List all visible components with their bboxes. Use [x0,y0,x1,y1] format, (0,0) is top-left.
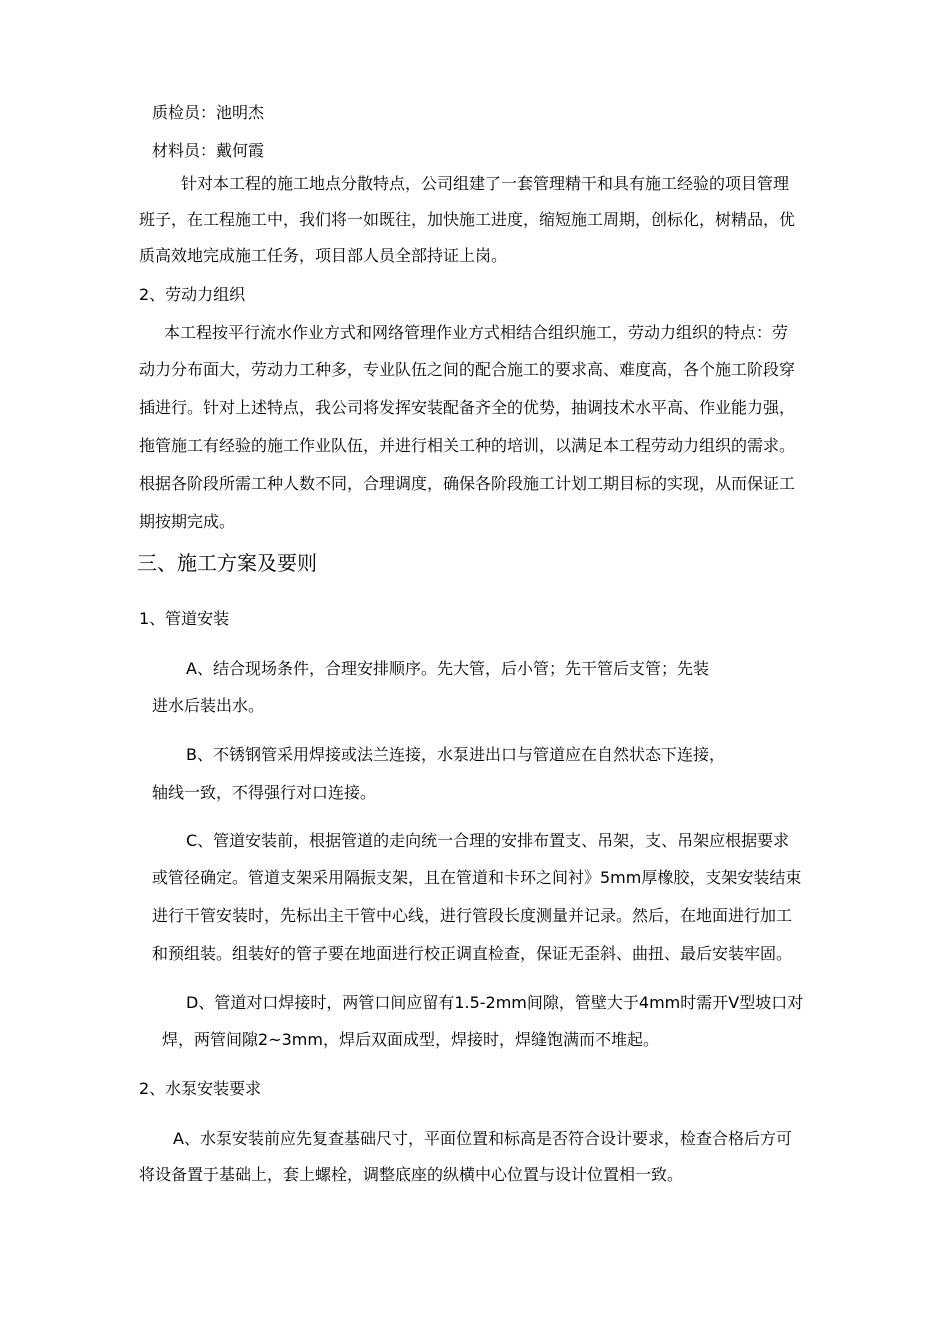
intro-paragraph-line: 质高效地完成施工任务，项目部人员全部持证上岗。 [139,246,508,265]
pump-install-heading: 2、水泵安装要求 [139,1079,262,1098]
quality-inspector-line: 质检员：池明杰 [152,103,265,122]
pipe-item-c-line: 或管径确定。管道支架采用隔振支架，且在管道和卡环之间衬》5mm厚橡胶，支架安装结束 [152,868,802,887]
pump-item-a-line: 将设备置于基础上，套上螺栓，调整底座的纵横中心位置与设计位置相一致。 [139,1165,684,1184]
pump-item-a-line: A、水泵安装前应先复查基础尺寸，平面位置和标高是否符合设计要求，检查合格后方可 [173,1129,792,1148]
labor-paragraph-line: 本工程按平行流水作业方式和网络管理作业方式相结合组织施工，劳动力组织的特点：劳 [164,323,789,342]
labor-paragraph-line: 拖管施工有经验的施工作业队伍，并进行相关工种的培训，以满足本工程劳动力组织的需求。 [139,436,796,455]
pipe-item-b-line: B、不锈钢管采用焊接或法兰连接，水泵进出口与管道应在自然状态下连接， [186,745,725,764]
labor-paragraph-line: 插进行。针对上述特点，我公司将发挥安装配备齐全的优势，抽调技术水平高、作业能力强， [139,398,796,417]
pipe-item-b-line: 轴线一致，不得强行对口连接。 [152,783,377,802]
pipe-item-c-line: 和预组装。组装好的管子要在地面进行校正调直检查，保证无歪斜、曲扭、最后安装牢固。 [152,944,793,963]
material-officer-line: 材料员：戴何霞 [152,141,265,160]
pipe-item-d-line: 焊，两管间隙2~3mm，焊后双面成型，焊接时，焊缝饱满而不堆起。 [162,1030,659,1049]
pipe-item-d-line: D、管道对口焊接时，两管口间应留有1.5-2mm间隙，管壁大于4mm时需开V型坡口对 [186,993,804,1012]
pipe-item-a-line: A、结合现场条件，合理安排顺序。先大管，后小管；先干管后支管；先装 [186,659,709,678]
pipe-item-c-line: 进行干管安装时，先标出主干管中心线，进行管段长度测量并记录。然后，在地面进行加工 [152,906,793,925]
labor-heading: 2、劳动力组织 [139,285,246,304]
intro-paragraph-line: 班子，在工程施工中，我们将一如既往，加快施工进度，缩短施工周期，创标化，树精品，优 [139,210,796,229]
labor-paragraph-line: 根据各阶段所需工种人数不同，合理调度，确保各阶段施工计划工期目标的实现，从而保证工 [139,474,796,493]
pipe-item-a-line: 进水后装出水。 [152,696,265,715]
labor-paragraph-line: 期按期完成。 [139,512,236,531]
pipe-item-c-line: C、管道安装前，根据管道的走向统一合理的安排布置支、吊架，支、吊架应根据要求 [186,831,790,850]
intro-paragraph-line: 针对本工程的施工地点分散特点，公司组建了一套管理精干和具有施工经验的项目管理 [181,174,790,193]
pipe-install-heading: 1、管道安装 [139,609,230,628]
labor-paragraph-line: 动力分布面大，劳动力工种多，专业队伍之间的配合施工的要求高、难度高，各个施工阶段穿 [139,360,796,379]
section-3-heading: 三、施工方案及要则 [137,551,317,575]
